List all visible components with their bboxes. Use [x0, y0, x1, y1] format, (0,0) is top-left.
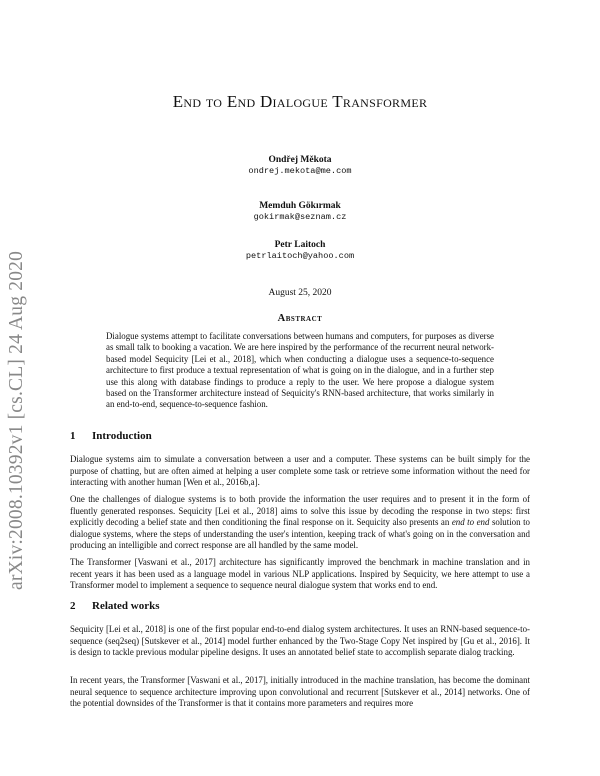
author-name: Ondřej Měkota — [268, 155, 332, 165]
author-email: gokirmak@seznam.cz — [253, 212, 347, 222]
arxiv-identifier: arXiv:2008.10392v1 [cs.CL] 24 Aug 2020 — [6, 250, 27, 590]
abstract-heading: Abstract — [277, 313, 323, 324]
section-heading — [70, 600, 160, 612]
paper-title-text: End to End Dialogue Transformer — [172, 92, 428, 111]
author-email: petrlaitoch@yahoo.com — [245, 251, 355, 261]
section-title: Related works — [92, 600, 160, 612]
author-name: Petr Laitoch — [274, 240, 326, 250]
author-block — [0, 155, 600, 177]
abstract-text: Dialogue systems attempt to facilitate conversations between humans and computers, for purposes as diverse as small talk to booking a vacation. We are here inspired by the performance of the recurrent neural network-based model Sequicity [Lei et al., 2018], which when conducting a dialogue uses a sequence-to-sequence architecture to first produce a textual representation of what is going on in the dialogue, and in a further step use this along with database findings to produce a reply to the user. We here propose a dialogue system based on the Transformer architecture instead of Sequicity's RNN-based architecture, that works similarly in an end-to-end, sequence-to-sequence fashion. — [106, 331, 494, 410]
date: August 25, 2020 — [268, 288, 332, 298]
paragraph: In recent years, the Transformer [Vaswani et al., 2017], initially introduced in the machine translation, has become the dominant neural sequence to sequence architecture improving upon convolutional and recurrent [Sutskever et al., 2014] networks. One of the potential downsides of the Transformer is that it contains more parameters and requires more — [70, 675, 530, 708]
paragraph — [70, 494, 530, 552]
author-block — [0, 240, 600, 262]
section-number: 2 — [70, 600, 76, 612]
paper-title — [0, 92, 600, 112]
author-name: Memduh Gökırmak — [259, 201, 341, 211]
paragraph-text: One the challenges of dialogue systems is to both provide the information the user requires and to present it in the form of fluently generated responses. Sequicity [Lei et al., 2018] aims to solve this issue by decoding the response in two steps: first explicitly decoding a belief state and then conditioning the final response on it. Sequicity also presents an — [70, 494, 530, 527]
author-email: ondrej.mekota@me.com — [248, 166, 352, 176]
paragraph: Sequicity [Lei et al., 2018] is one of the first popular end-to-end dialog system architectures. It uses an RNN-based sequence-to-sequence (seq2seq) [Sutskever et al., 2014] model further enhanced by the Two-Stage Copy Net inspired by [Gu et al., 2016]. It is design to tackle previous modular pipeline designs. It uses an annotated belief state to accomplish separate dialog tracking. — [70, 624, 530, 657]
paragraph-text: solution to dialogue systems, where the steps of understanding the user's intention, keeping track of what's going on in the conversation and producing an intelligible and correct response are all handled by the same model. — [70, 517, 530, 550]
section-heading — [70, 430, 152, 442]
section-title: Introduction — [92, 430, 152, 442]
paragraph: The Transformer [Vaswani et al., 2017] architecture has significantly improved the benchmark in machine translation and in recent years it has been used as a language model in various NLP applications. Inspired by Sequicity, we here attempt to use a Transformer model to implement a sequence to sequence neural dialogue system that works end to end. — [70, 557, 530, 590]
emphasis: end to end — [451, 517, 490, 527]
author-block — [0, 201, 600, 223]
paragraph: Dialogue systems aim to simulate a conversation between a user and a computer. These systems can be built simply for the purpose of chatting, but are often aimed at helping a user complete some task or retrieve some information without the need for interacting with another human [Wen et al., 2016b,a]. — [70, 454, 530, 487]
section-number: 1 — [70, 430, 76, 442]
